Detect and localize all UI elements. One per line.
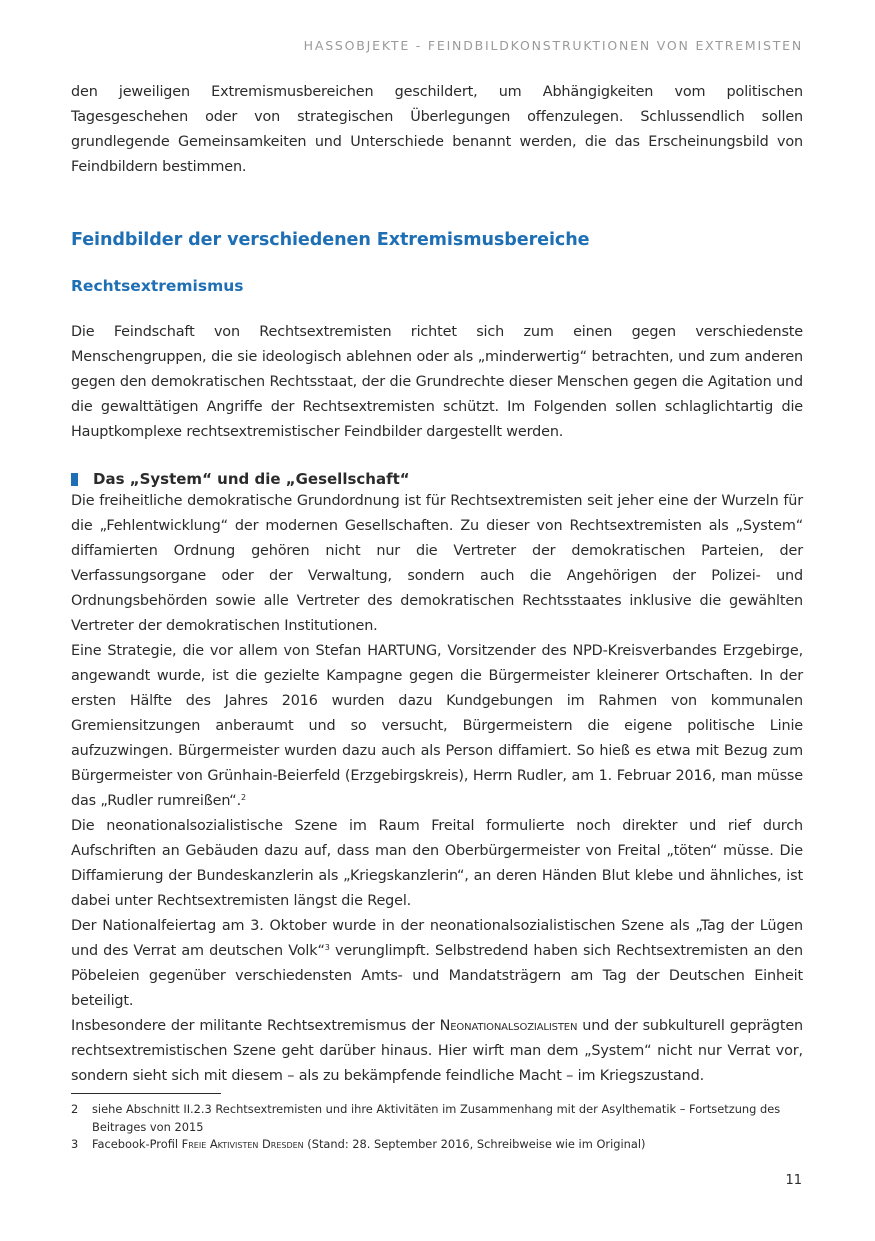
body-paragraph-5 xyxy=(71,1014,803,1089)
footnote-text-a: Facebook-Profil xyxy=(92,1137,182,1151)
footnote-number: 3 xyxy=(71,1137,79,1151)
footnote-item xyxy=(71,1136,791,1154)
body-paragraph-5-smallcaps: Neonationalsozialisten xyxy=(439,1018,578,1034)
body-paragraph-1: Die freiheitliche demokratische Grundordnung ist für Rechtsextremisten seit jeher eine der Wurzeln für die „Fehlentwicklung“ der modernen Gesellschaften. Zu dieser von Rechtsextremisten als „System“ diffamierten Ordnung gehören nicht nur die Vertreter der demokratischen Parteien, der Verfassungsorgane oder der Verwaltung, sondern auch die Angehörigen der Polizei- und Ordnungsbehörden sowie alle Vertreter des demokratischen Rechtsstaates inklusive die gewählten Vertreter der demokratischen Institutionen. xyxy=(71,493,803,634)
body-paragraph-2 xyxy=(71,639,803,814)
footnote-text: siehe Abschnitt II.2.3 Rechtsextremisten und ihre Aktivitäten im Zusammenhang mit der Asylthematik – Fortsetzung des Beitrages von 2015 xyxy=(92,1102,781,1134)
body-paragraph-4-text-a: Der Nationalfeiertag am 3. Oktober wurde in der neonationalsozialistischen Szene als „Tag der Lügen und des Verrat am deutschen Volk“ xyxy=(71,918,803,959)
footnote-divider xyxy=(71,1093,221,1094)
footnote-smallcaps: Freie Aktivisten Dresden xyxy=(181,1137,304,1151)
footnote-ref-2: 2 xyxy=(241,793,246,802)
footnotes xyxy=(71,1101,791,1154)
heading-marker-icon xyxy=(71,473,78,486)
body-paragraph-5-text-b: und der subkulturell geprägten rechtsextremistischen Szene geht darüber hinaus. Hier wirft man dem „System“ nicht nur Verrat vor, sondern sieht sich mit diesem – als zu bekämpfende feindliche Macht – im Kriegszustand. xyxy=(71,1018,803,1084)
page-content xyxy=(71,80,803,1089)
footnote-number: 2 xyxy=(71,1102,79,1116)
topic-heading-text: Das „System“ und die „Gesellschaft“ xyxy=(93,470,410,488)
running-header: HASSOBJEKTE - FEINDBILDKONSTRUKTIONEN VON EXTREMISTEN xyxy=(303,38,803,53)
section-heading: Feindbilder der verschiedenen Extremismusbereiche xyxy=(71,230,590,250)
footnote-item xyxy=(71,1101,791,1136)
footnote-text-b: (Stand: 28. September 2016, Schreibweise wie im Original) xyxy=(303,1137,646,1151)
subsection-heading: Rechtsextremismus xyxy=(71,277,244,295)
body-paragraph-4-text-b: verunglimpft. Selbstredend haben sich Rechtsextremisten an den Pöbeleien gegenüber verschiedensten Amts- und Mandatsträgern am Tag der Deutschen Einheit beteiligt. xyxy=(71,943,803,1009)
page-number: 11 xyxy=(785,1173,802,1188)
body-paragraph-2-text: Eine Strategie, die vor allem von Stefan HARTUNG, Vorsitzender des NPD-Kreisverbandes Erzgebirge, angewandt wurde, ist die gezielte Kampagne gegen die Bürgermeister kleinerer Ortschaften. In der ersten Hälfte des Jahres 2016 wurden dazu Kundgebungen im Rahmen von kommunalen Gremiensitzungen anberaumt und so versucht, Bürgermeistern die eigene politische Linie aufzuzwingen. Bürgermeister wurden dazu auch als Person diffamiert. So hieß es etwa mit Bezug zum Bürgermeister von Grünhain-Beierfeld (Erzgebirgskreis), Herrn Rudler, am 1. Februar 2016, man müsse das „Rudler rumreißen“. xyxy=(71,643,803,809)
topic-heading xyxy=(71,470,803,488)
footnote-text xyxy=(92,1136,645,1154)
body-paragraph-5-text-a: Insbesondere der militante Rechtsextremismus der xyxy=(71,1018,440,1034)
section-intro-paragraph: Die Feindschaft von Rechtsextremisten richtet sich zum einen gegen verschiedenste Menschengruppen, die sie ideologisch ablehnen oder als „minderwertig“ betrachten, und zum anderen gegen den demokratischen Rechtsstaat, der die Grundrechte dieser Menschen gegen die Agitation und die gewalttätigen Angriffe der Rechtsextremisten schützt. Im Folgenden sollen schlaglichtartig die Hauptkomplexe rechtsextremistischer Feindbilder dargestellt werden. xyxy=(71,324,803,440)
footnote-ref-3: 3 xyxy=(324,943,330,952)
body-paragraph-3: Die neonationalsozialistische Szene im Raum Freital formulierte noch direkter und rief durch Aufschriften an Gebäuden dazu auf, dass man den Oberbürgermeister von Freital „töten“ müsse. Die Diffamierung der Bundeskanzlerin als „Kriegskanzlerin“, an deren Händen Blut klebe und ähnliches, ist dabei unter Rechtsextremisten längst die Regel. xyxy=(71,818,803,909)
body-paragraph-4 xyxy=(71,914,803,1014)
intro-paragraph: den jeweiligen Extremismusbereichen geschildert, um Abhängigkeiten vom politischen Tagesgeschehen oder von strategischen Überlegungen offenzulegen. Schlussendlich sollen grundlegende Gemeinsamkeiten und Unterschiede benannt werden, die das Erscheinungsbild von Feindbildern bestimmen. xyxy=(71,84,803,175)
